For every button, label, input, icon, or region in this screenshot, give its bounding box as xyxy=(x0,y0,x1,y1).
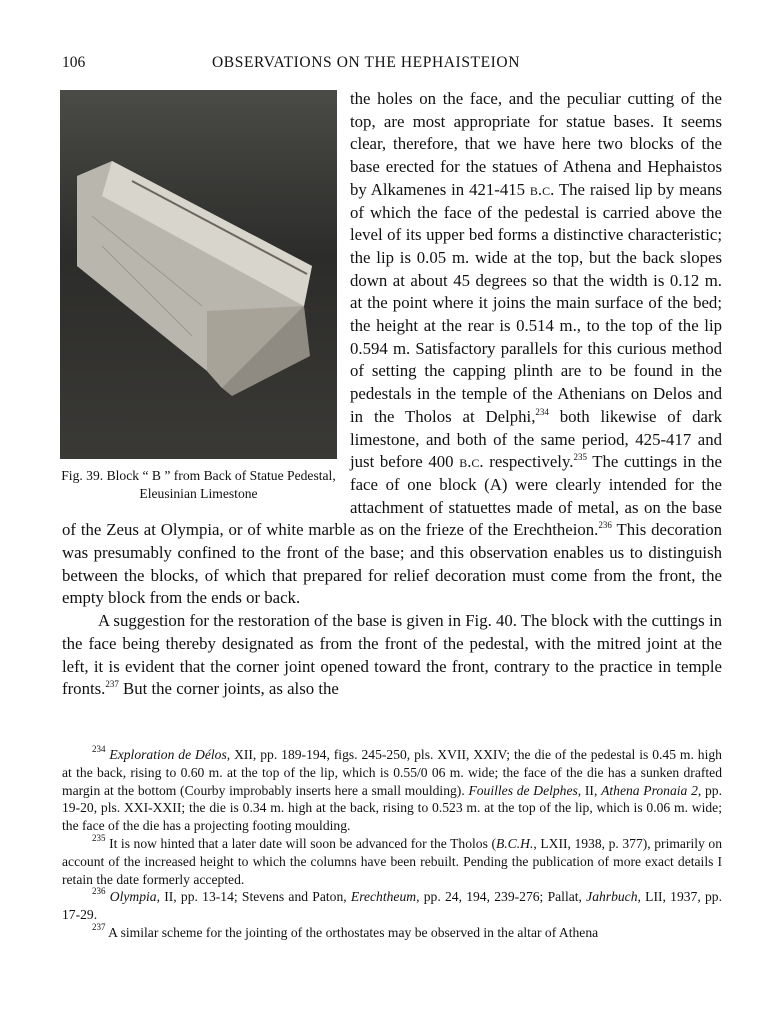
text-run: , II, pp. 13-14; Stevens and Paton, xyxy=(156,889,351,905)
text-run: respectively. xyxy=(483,452,574,472)
footnote-ref: 237 xyxy=(92,921,106,932)
text-run: This decoration was presumably confined to the front of the base; and this observation enables us to distinguish between the blocks, of which that prepared for relief decoration must come from the front, the empty block from the ends or back. xyxy=(62,520,722,608)
text-run: Erechtheum xyxy=(350,889,417,905)
footnote-236 xyxy=(62,888,722,924)
footnote-ref: 235 xyxy=(92,832,106,843)
figure-caption: Fig. 39. Block “ B ” from Back of Statue Pedestal, Eleusinian Limestone xyxy=(61,468,336,501)
limestone-block-image xyxy=(72,156,317,396)
footnote-237 xyxy=(62,921,722,942)
running-title: OBSERVATIONS ON THE HEPHAISTEION xyxy=(212,54,521,71)
footnote-ref: 234 xyxy=(535,406,549,417)
figure-39 xyxy=(60,90,337,503)
text-run: The cuttings in the face of one block (A) were clearly intended for the attachment of statuettes made of metal, as on the base of the Zeus at Olympia, or of white marble as on the frieze of the Erechtheion. xyxy=(62,452,723,540)
footnote-ref: 236 xyxy=(92,886,106,897)
text-run: , pp. 19-20, pls. XXI-XXII; the die is 0.34 m. high at the back, rising to 0.523 m. at the top of the lip, which is 0.06 m. wide; the face of the die has a projecting footing moulding. xyxy=(62,782,722,834)
text-run: the holes on the face, and the peculiar cutting of the top, are most appropriate for statue bases. It seems clear, therefore, that we have here two blocks of the base erected for the statues of Athena and Hephaistos by Alkamenes in 421-415 xyxy=(350,89,722,199)
text-run: The raised lip by means of which the face of the pedestal is carried above the level of its upper bed forms a distinctive characteristic; the lip is 0.05 m. wide at the top, but the back slopes down at about 45 degrees so that the width is 0.12 m. at the point where it joins the main surface of the bed; the height at the rear is 0.514 m., to the top of the lip 0.594 m. Satisfactory parallels for this curious method of setting the capping plinth are to be found in the pedestals in the temple of the Athenians on Delos and in the Tholos at Delphi, xyxy=(350,179,722,426)
text-run: A suggestion for the restoration of the base is given in Fig. 40. The block with the cuttings in the face being thereby designated as from the front of the pedestal, with the mitred joint at the left, it is evident that the corner joint opened toward the front, contrary to the practice in temple fronts. xyxy=(62,611,722,699)
text-run: Jahrbuch xyxy=(586,889,638,905)
block-photo xyxy=(60,90,337,459)
footnote-235 xyxy=(62,832,722,888)
footnote-234 xyxy=(62,746,722,835)
text-run: Athena Pronaia 2 xyxy=(601,782,698,798)
text-run: B.C.H. xyxy=(495,835,534,851)
text-run: Exploration de Délos xyxy=(109,747,227,762)
footnote-ref: 237 xyxy=(105,679,119,690)
text-run: Olympia xyxy=(109,889,157,905)
footnote-ref: 235 xyxy=(573,452,587,463)
main-text xyxy=(62,88,722,701)
text-run: , LXII, 1938, p. 377), primarily on account of the increased height to which the columns have been rebuilt. Pending the publication of more exact details I retain the date formerly accepted. xyxy=(62,835,722,887)
text-run: b.c. xyxy=(529,179,555,199)
footnote-ref: 236 xyxy=(598,520,612,531)
page-number: 106 xyxy=(62,54,86,71)
text-run: both likewise of dark limestone, and both of the same period, 425-417 and just before 400 xyxy=(350,406,722,472)
text-run: b.c. xyxy=(459,452,484,472)
text-run: , pp. 24, 194, 239-276; Pallat, xyxy=(416,889,587,905)
text-run: , LII, 1937, pp. 17-29. xyxy=(62,889,722,923)
footnotes xyxy=(62,746,722,942)
text-run: , II, xyxy=(577,782,602,798)
text-run: , XII, pp. 189-194, figs. 245-250, pls. XVII, XXIV; the die of the pedestal is 0.45 m. high at the back, rising to 0.60 m. at the top of the lip, which is 0.55/0 06 m. wide; the face of the die has a sunken drafted margin at the bottom (Courby improbably inserts here a small moulding). xyxy=(62,747,722,798)
text-run: It is now hinted that a later date will soon be advanced for the Tholos ( xyxy=(105,835,496,851)
text-run: A similar scheme for the jointing of the orthostates may be observed in the altar of Athena xyxy=(105,924,599,940)
text-run: Fouilles de Delphes xyxy=(468,782,578,798)
page-header xyxy=(62,54,722,78)
paragraph-2 xyxy=(62,610,722,701)
footnote-ref: 234 xyxy=(92,744,106,754)
text-run: But the corner joints, as also the xyxy=(118,679,339,699)
